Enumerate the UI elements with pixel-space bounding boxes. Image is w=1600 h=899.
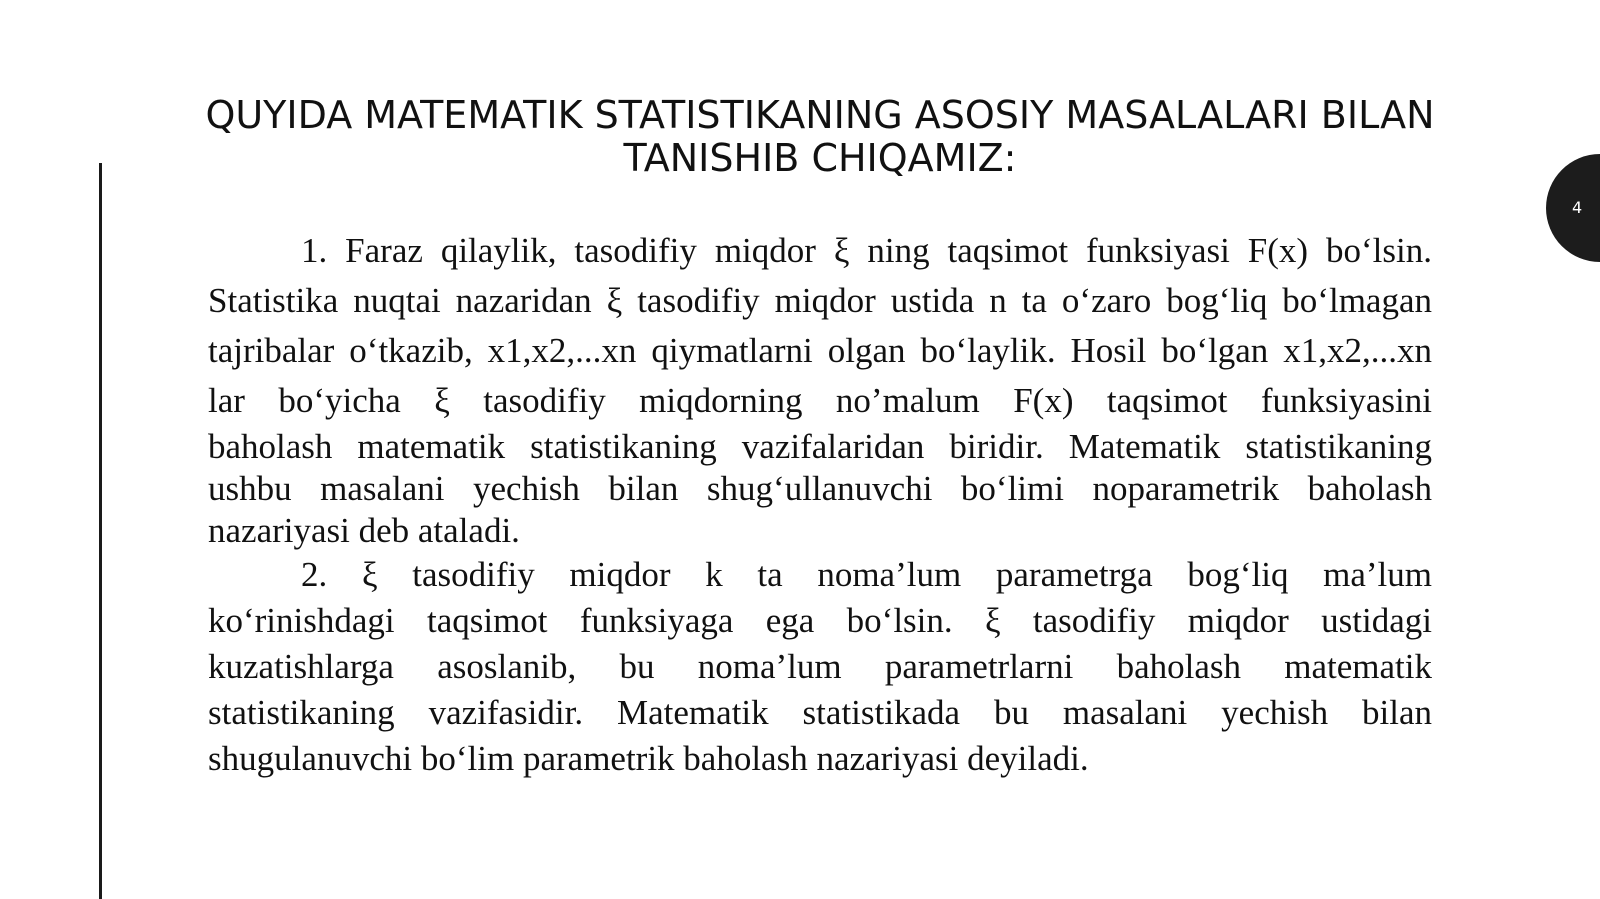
- page-number: 4: [1572, 198, 1583, 217]
- paragraph-1: [208, 226, 1432, 552]
- paragraph-2-line-2: ko‘rinishdagi taqsimot funksiyaga ega bo‘lsin. ξ tasodifiy miqdor ustidagi: [208, 601, 1432, 640]
- paragraph-1-line-1: 1. Faraz qilaylik, tasodifiy miqdor ξ ning taqsimot funksiyasi F(x) bo‘lsin.: [301, 231, 1432, 270]
- paragraph-2-line-1: 2. ξ tasodifiy miqdor k ta noma’lum parametrga bog‘liq ma’lum: [301, 555, 1432, 594]
- paragraph-1-line-4: lar bo‘yicha ξ tasodifiy miqdorning no’malum F(x) taqsimot funksiyasini: [208, 381, 1432, 420]
- paragraph-1-line-5: baholash matematik statistikaning vazifalaridan biridir. Matematik statistikaning: [208, 427, 1432, 466]
- paragraph-2-line-3: kuzatishlarga asoslanib, bu noma’lum parametrlarni baholash matematik: [208, 647, 1432, 686]
- paragraph-1-line-3: tajribalar o‘tkazib, x1,x2,...xn qiymatlarni olgan bo‘laylik. Hosil bo‘lgan x1,x2,...xn: [208, 331, 1432, 370]
- paragraph-1-line-2: Statistika nuqtai nazaridan ξ tasodifiy miqdor ustida n ta o‘zaro bog‘liq bo‘lmagan: [208, 281, 1432, 320]
- paragraph-1-line-6: ushbu masalani yechish bilan shug‘ullanuvchi bo‘limi noparametrik baholash: [208, 469, 1432, 508]
- slide-body: [208, 226, 1432, 782]
- paragraph-2-line-5: shugulanuvchi bo‘lim parametrik baholash nazariyasi deyiladi.: [208, 739, 1089, 778]
- left-accent-bar: [99, 163, 102, 899]
- slide-title: QUYIDA MATEMATIK STATISTIKANING ASOSIY MASALALARI BILAN TANISHIB CHIQAMIZ:: [205, 93, 1435, 180]
- paragraph-2: [208, 552, 1432, 782]
- paragraph-1-line-7: nazariyasi deb ataladi.: [208, 511, 520, 550]
- paragraph-2-line-4: statistikaning vazifasidir. Matematik statistikada bu masalani yechish bilan: [208, 693, 1432, 732]
